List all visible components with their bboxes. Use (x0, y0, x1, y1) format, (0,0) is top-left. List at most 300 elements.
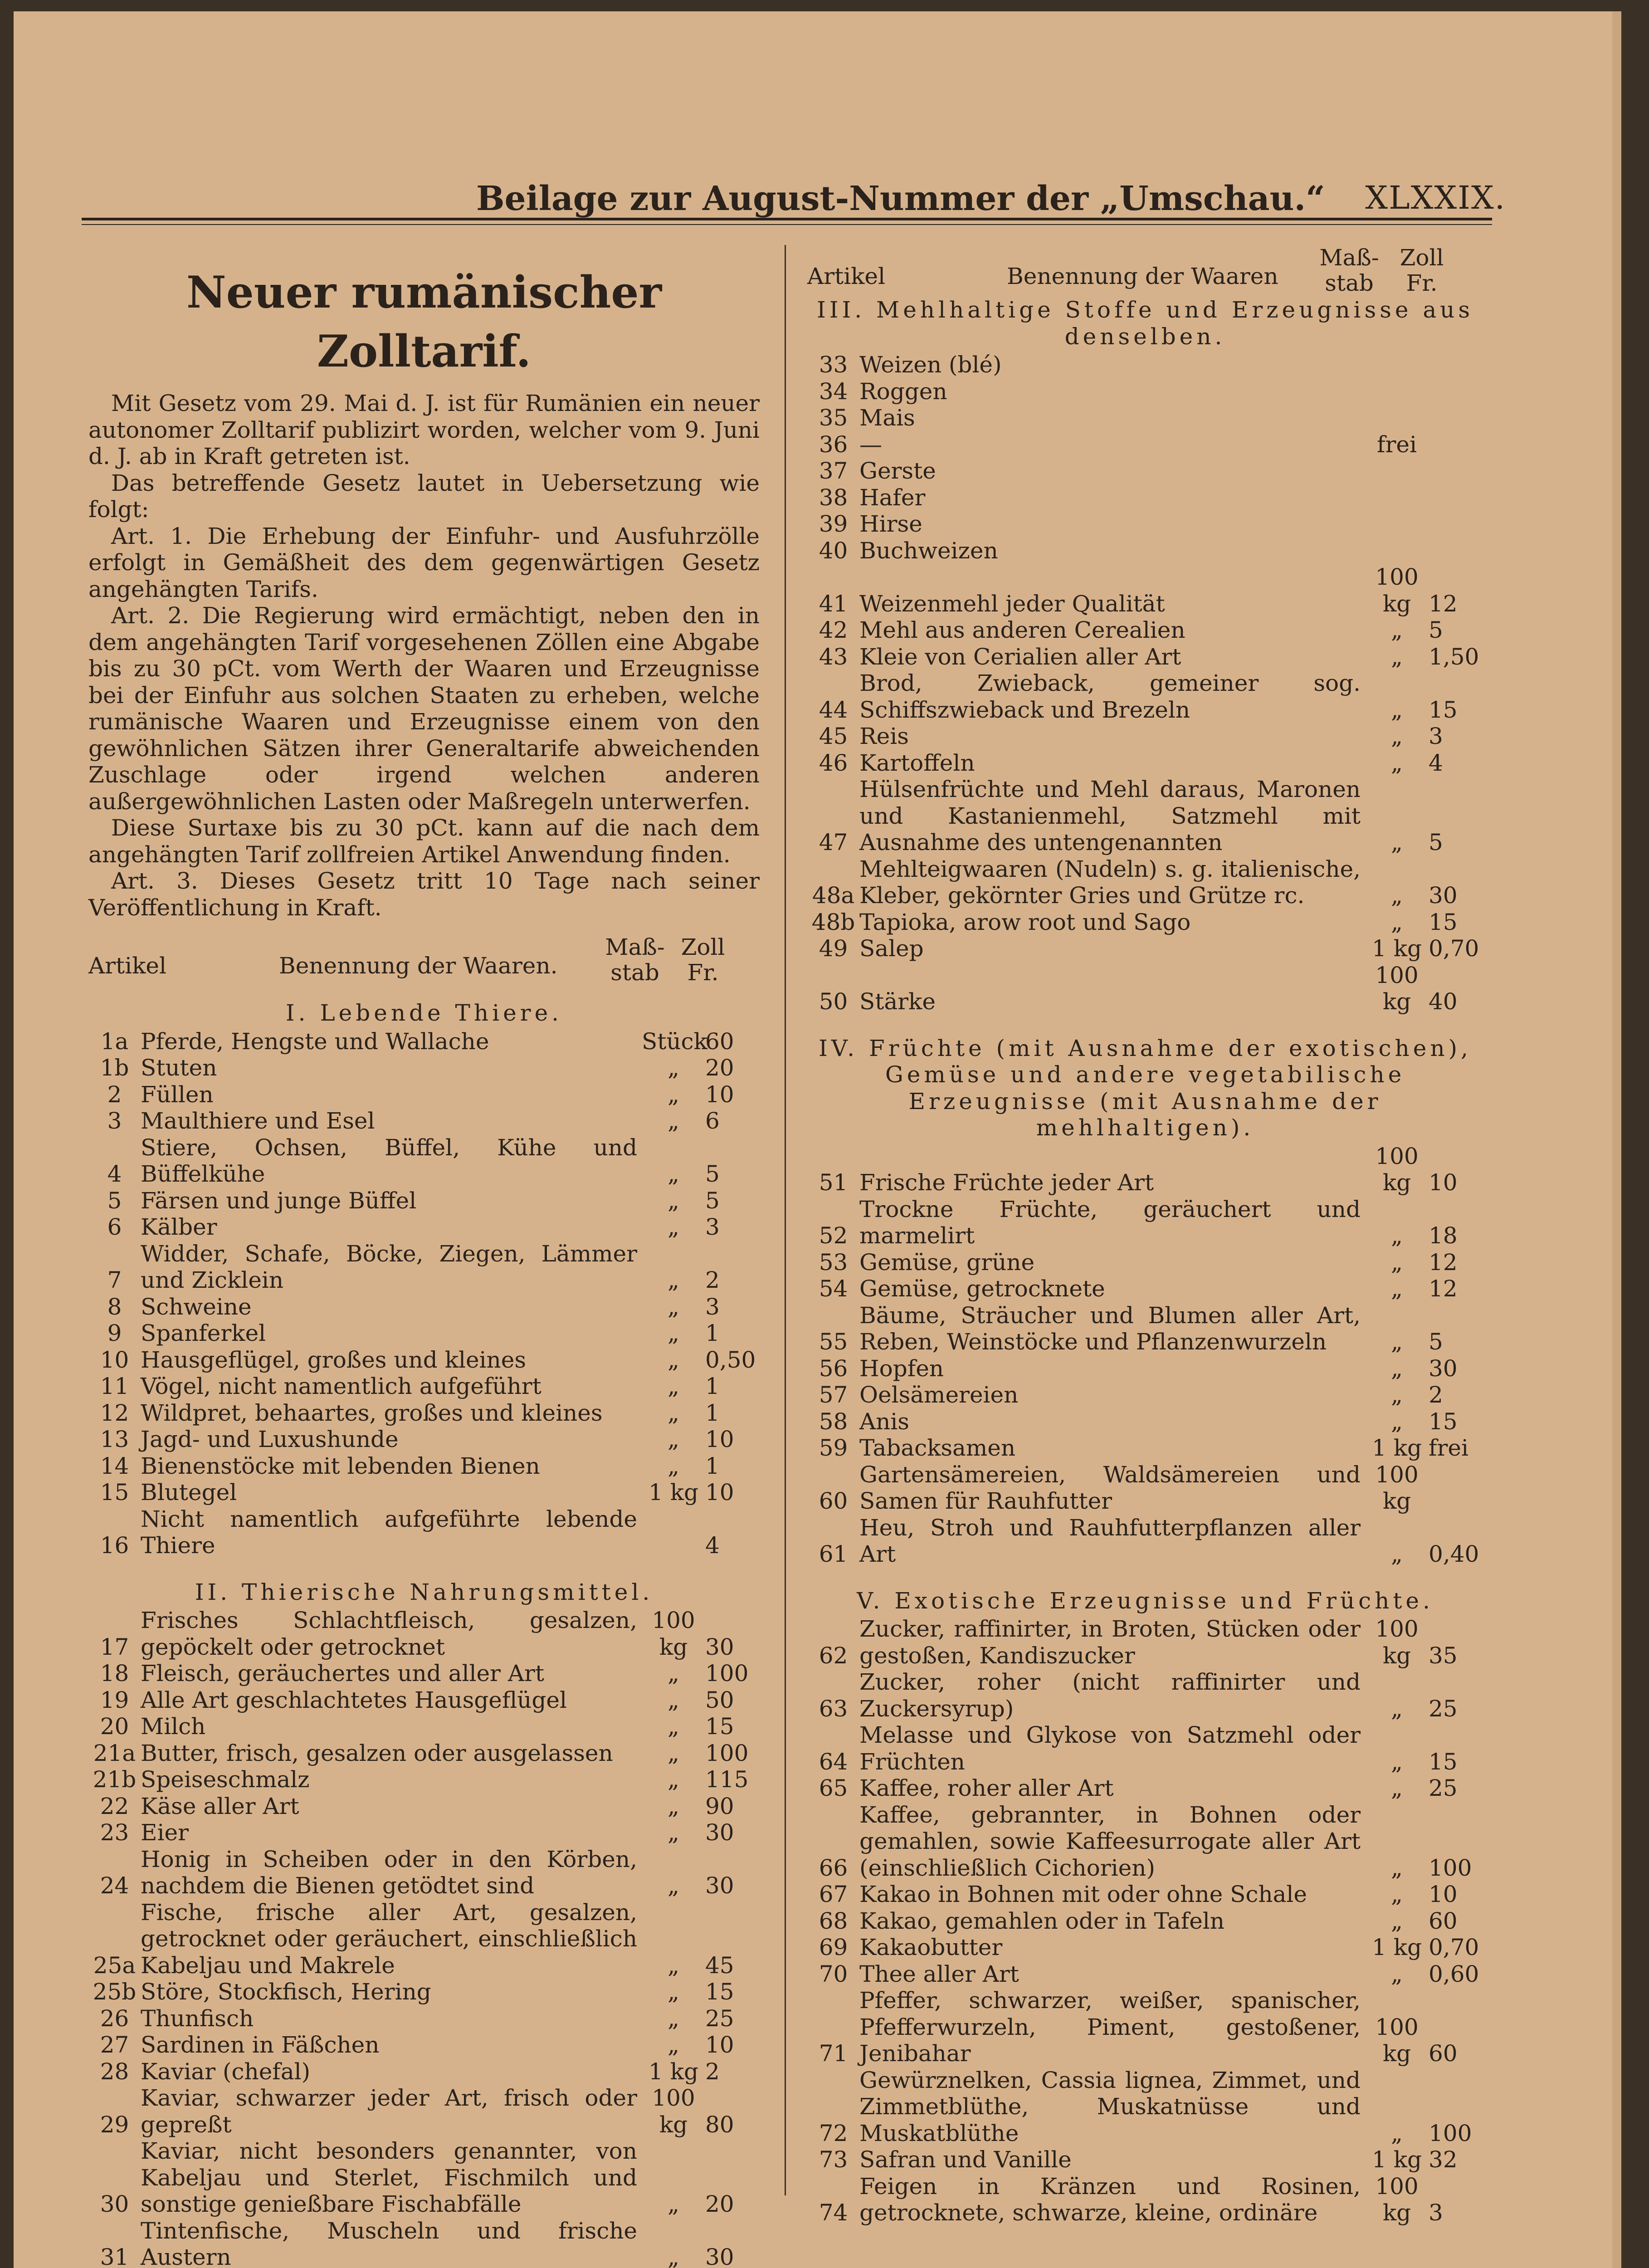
article-rate: 35 (1429, 1642, 1458, 1669)
article-name: Kaviar, nicht besonders genannter, von Kabeljau und Sterlet, Fischmilch und sonstige genießbare Fischabfälle (141, 2138, 637, 2217)
article-number: 54 (819, 1276, 848, 1302)
article-unit: 100 kg (1375, 1143, 1419, 1196)
article-rate: 10 (705, 1081, 734, 1108)
article-unit: „ (1391, 643, 1403, 670)
article-rate: 60 (1429, 2040, 1458, 2067)
article-unit: „ (668, 1426, 679, 1452)
article-name: Speiseschmalz (141, 1766, 310, 1793)
article-name: Mais (859, 405, 915, 431)
article-unit: „ (668, 1979, 679, 2005)
article-rate: 60 (705, 1028, 734, 1055)
article-unit: 1 kg (648, 1479, 698, 1505)
table-row (88, 1660, 760, 1687)
table-row (88, 1607, 760, 1660)
article-unit: „ (668, 1108, 679, 1134)
article-name: Sardinen in Fäßchen (141, 2032, 380, 2058)
article-unit: „ (668, 1187, 679, 1214)
article-rate: 100 (705, 1740, 749, 1766)
article-unit: „ (668, 1399, 679, 1426)
article-number: 60 (819, 1488, 848, 1514)
section-gap (807, 1568, 1483, 1586)
header-number: XLXXIX. (1365, 179, 1506, 216)
article-unit: „ (1391, 1249, 1403, 1276)
article-rate: 30 (705, 1819, 734, 1846)
header-benennung: Benennung der Waaren (1007, 263, 1278, 289)
article-number: 72 (819, 2120, 848, 2146)
article-unit: „ (1391, 749, 1403, 776)
article-name: Hopfen (859, 1355, 944, 1382)
article-rate: 25 (1429, 1695, 1458, 1722)
table-row (807, 776, 1483, 856)
article-unit: „ (668, 1081, 679, 1108)
table-row (88, 1081, 760, 1108)
article-name: Fleisch, geräuchertes und aller Art (141, 1660, 544, 1686)
article-unit: „ (668, 1793, 679, 1819)
table-row (88, 2218, 760, 2268)
article-rate: 90 (705, 1793, 734, 1819)
article-rate: 5 (705, 1161, 720, 1187)
article-unit: „ (668, 1320, 679, 1346)
article-unit: 1 kg (1371, 1435, 1422, 1461)
article-number: 44 (819, 696, 848, 723)
article-number: 3 (107, 1108, 122, 1134)
article-name: Schweine (141, 1293, 252, 1320)
table-row (807, 1961, 1483, 1988)
table-row (88, 1214, 760, 1241)
table-row (807, 723, 1483, 750)
article-number: 65 (819, 1775, 848, 1801)
section-title: IV. Früchte (mit Ausnahme der exotischen), Gemüse und andere vegetabilische Erzeugnisse (mit Ausnahme der mehlhaltigen). (819, 1035, 1472, 1141)
article-rate: 15 (705, 1713, 734, 1740)
article-unit: 1 kg (1371, 1934, 1422, 1960)
table-row (807, 564, 1483, 617)
article-unit: 100 kg (1375, 2173, 1419, 2226)
article-number: 53 (819, 1249, 848, 1276)
table-row (807, 644, 1483, 670)
article-rate: 1 (705, 1452, 720, 1479)
article-unit: „ (668, 1686, 679, 1713)
table-row (807, 670, 1483, 723)
article-unit: „ (668, 1293, 679, 1320)
section-title: I. Lebende Thiere. (285, 1000, 563, 1026)
article-name: Gartensämereien, Waldsämereien und Samen für Rauhfutter (859, 1461, 1361, 1514)
article-name: Tabacksamen (859, 1435, 1016, 1461)
article-unit: 100 kg (1375, 2014, 1419, 2067)
article-paragraph: Art. 3. Dieses Gesetz tritt 10 Tage nach seiner Veröffentlichung in Kraft. (88, 868, 760, 921)
article-name: — (859, 431, 882, 458)
article-unit: „ (668, 1713, 679, 1740)
table-row (807, 1461, 1483, 1515)
article-rate: 1 (705, 1399, 720, 1426)
article-number: 50 (819, 988, 848, 1015)
article-name: Butter, frisch, gesalzen oder ausgelassen (141, 1740, 613, 1766)
article-number: 1a (100, 1028, 129, 1055)
article-rate: 30 (705, 1872, 734, 1899)
article-number: 48a (812, 882, 855, 909)
table-row (807, 1775, 1483, 1802)
article-number: 71 (819, 2040, 848, 2067)
article-unit: „ (1391, 1329, 1403, 1355)
article-number: 21a (93, 1740, 136, 1766)
article-unit: „ (668, 1055, 679, 1081)
article-unit: „ (1391, 1695, 1403, 1722)
article-name: Anis (859, 1408, 909, 1435)
article-number: 58 (819, 1408, 848, 1435)
article-name: Kakao in Bohnen mit oder ohne Schale (859, 1881, 1307, 1907)
article-unit: „ (1391, 829, 1403, 855)
article-number: 12 (100, 1399, 129, 1426)
article-name: Störe, Stockfisch, Hering (141, 1979, 431, 2005)
table-row (88, 2058, 760, 2085)
section-gap (88, 1559, 760, 1577)
article-number: 2 (107, 1081, 122, 1108)
article-number: 55 (819, 1329, 848, 1355)
article-name: Stuten (141, 1055, 217, 1081)
article-number: 68 (819, 1907, 848, 1934)
article-rate: 1 (705, 1373, 720, 1399)
right-column (807, 245, 1483, 2226)
table-row (88, 1899, 760, 1979)
table-row (807, 1802, 1483, 1882)
table-row (807, 405, 1483, 431)
article-number: 20 (100, 1713, 129, 1740)
article-name: Bienenstöcke mit lebenden Bienen (141, 1452, 540, 1479)
article-name: Mehlteigwaaren (Nudeln) s. g. italienische, Kleber, gekörnter Gries und Grütze rc. (859, 855, 1361, 909)
article-number: 38 (819, 484, 848, 511)
article-unit: „ (668, 2005, 679, 2032)
article-rate: 5 (705, 1187, 720, 1214)
article-rate: 10 (1429, 1881, 1458, 1907)
article-unit: „ (668, 1214, 679, 1240)
article-rate: 10 (705, 1479, 734, 1505)
table-row (88, 2032, 760, 2058)
article-number: 66 (819, 1854, 848, 1881)
table-row (88, 1453, 760, 1480)
article-unit: „ (668, 1452, 679, 1479)
table-row (807, 1616, 1483, 1669)
article-name: Bäume, Sträucher und Blumen aller Art, Reben, Weinstöcke und Pflanzenwurzeln (859, 1302, 1361, 1355)
article-name: Buchweizen (859, 537, 998, 564)
article-unit: „ (668, 1952, 679, 1979)
table-header (88, 934, 760, 998)
article-number: 35 (819, 405, 848, 431)
article-name: Safran und Vanille (859, 2146, 1072, 2173)
article-number: 64 (819, 1748, 848, 1775)
left-tariff-table (88, 1000, 760, 2268)
header-massstab: Maß- stab (605, 934, 665, 986)
article-rate: 5 (1429, 617, 1443, 643)
article-name: Kaviar (chefal) (141, 2058, 311, 2085)
article-unit: „ (1391, 1276, 1403, 1302)
article-name: Kälber (141, 1214, 217, 1240)
article-number: 21b (93, 1766, 137, 1793)
article-number: 73 (819, 2146, 848, 2173)
table-row (88, 1793, 760, 1820)
article-name: Frisches Schlachtfleisch, gesalzen, gepöckelt oder getrocknet (141, 1607, 637, 1660)
header-rule (82, 218, 1492, 225)
article-number: 59 (819, 1435, 848, 1461)
table-row (807, 617, 1483, 644)
article-number: 56 (819, 1355, 848, 1382)
article-number: 10 (100, 1346, 129, 1373)
article-number: 4 (107, 1161, 122, 1187)
table-row (807, 2067, 1483, 2147)
article-name: Kartoffeln (859, 749, 975, 776)
article-number: 48b (811, 909, 855, 935)
article-number: 26 (100, 2005, 129, 2032)
article-rate: 10 (1429, 1169, 1458, 1196)
article-name: Reis (859, 723, 909, 749)
article-rate: 18 (1429, 1222, 1458, 1249)
article-rate: 30 (705, 2244, 734, 2268)
article-name: Füllen (141, 1081, 214, 1108)
article-number: 25a (93, 1952, 136, 1979)
article-number: 18 (100, 1660, 129, 1686)
article-unit: „ (1391, 723, 1403, 749)
article-rate: 5 (1429, 829, 1443, 855)
table-row (88, 1373, 760, 1400)
section-title: III. Mehlhaltige Stoffe und Erzeugnisse aus denselben. (816, 297, 1474, 350)
table-row (88, 1241, 760, 1294)
article-number: 28 (100, 2058, 129, 2085)
article-number: 40 (819, 537, 848, 564)
article-number: 5 (107, 1187, 122, 1214)
table-row (807, 431, 1483, 458)
table-row (807, 1515, 1483, 1568)
article-rate: 4 (1429, 749, 1443, 776)
article-number: 13 (100, 1426, 129, 1452)
article-unit: „ (1391, 1222, 1403, 1249)
header-massstab: Maß- stab (1319, 244, 1379, 296)
article-name: Kaviar, schwarzer jeder Art, frisch oder gepreßt (141, 2085, 637, 2138)
article-name: Melasse und Glykose von Satzmehl oder Früchten (859, 1722, 1361, 1775)
article-name: Wildpret, behaartes, großes und kleines (141, 1399, 603, 1426)
table-row (807, 352, 1483, 378)
right-tariff-table (807, 297, 1483, 2226)
article-name: Alle Art geschlachtetes Hausgeflügel (141, 1686, 567, 1713)
article-rate: 15 (705, 1979, 734, 2005)
article-name: Stärke (859, 988, 936, 1015)
article-unit: 100 kg (652, 1607, 695, 1660)
table-row (88, 1819, 760, 1846)
article-number: 16 (100, 1532, 129, 1559)
article-unit: „ (668, 1161, 679, 1187)
article-name: Fische, frische aller Art, gesalzen, getrocknet oder geräuchert, einschließlich Kabeljau und Makrele (141, 1899, 637, 1979)
article-unit: „ (1391, 696, 1403, 723)
article-rate: 2 (1429, 1382, 1443, 1408)
table-row (88, 1766, 760, 1793)
table-row (88, 1426, 760, 1453)
table-row (88, 1506, 760, 1559)
article-unit: „ (1391, 1408, 1403, 1435)
article-name: Hülsenfrüchte und Mehl daraus, Maronen und Kastanienmehl, Satzmehl mit Ausnahme des untengenannten (859, 776, 1361, 855)
article-rate: 2 (705, 2058, 720, 2085)
article-number: 47 (819, 829, 848, 855)
table-row (807, 1276, 1483, 1302)
table-row (88, 2005, 760, 2032)
article-name: Weizenmehl jeder Qualität (859, 590, 1165, 617)
table-row (807, 1722, 1483, 1775)
section-title: II. Thierische Nahrungsmittel. (195, 1579, 654, 1605)
article-name: Kakaobutter (859, 1934, 1003, 1960)
article-name: Maulthiere und Esel (141, 1108, 375, 1134)
article-name: Hirse (859, 511, 922, 537)
article-rate: 30 (1429, 1355, 1458, 1382)
article-unit: „ (1391, 1541, 1403, 1567)
article-name: Spanferkel (141, 1320, 266, 1346)
table-row (807, 935, 1483, 962)
article-number: 6 (107, 1214, 122, 1240)
article-number: 17 (100, 1633, 129, 1660)
article-unit: „ (1391, 1748, 1403, 1775)
table-row (807, 2146, 1483, 2173)
article-rate: 20 (705, 1055, 734, 1081)
article-unit: „ (668, 1373, 679, 1399)
article-unit: „ (668, 1872, 679, 1899)
article-rate: 20 (705, 2191, 734, 2217)
article-unit: „ (1391, 882, 1403, 909)
article-name: Vögel, nicht namentlich aufgeführt (141, 1373, 542, 1399)
article-rate: 30 (1429, 882, 1458, 909)
article-unit: „ (668, 2032, 679, 2058)
header-title: Beilage zur August-Nummer der „Umschau.“ (476, 179, 1325, 218)
table-row (807, 1196, 1483, 1249)
table-row (807, 1302, 1483, 1355)
article-name: Widder, Schafe, Böcke, Ziegen, Lämmer und Zicklein (141, 1240, 637, 1293)
table-row (807, 1249, 1483, 1276)
table-row (88, 1320, 760, 1347)
article-rate: 15 (1429, 1748, 1458, 1775)
article-rate: 12 (1429, 1276, 1458, 1302)
article-name: Pferde, Hengste und Wallache (141, 1028, 489, 1055)
article-name: Kleie von Cerialien aller Art (859, 643, 1181, 670)
article-rate: 0,60 (1429, 1960, 1479, 1987)
table-row (807, 2173, 1483, 2226)
article-unit: „ (668, 1660, 679, 1686)
article-name: Kakao, gemahlen oder in Tafeln (859, 1907, 1225, 1934)
table-row (88, 2085, 760, 2138)
article-number: 34 (819, 378, 848, 405)
table-row (807, 378, 1483, 405)
article-name: Feigen in Kränzen und Rosinen, getrocknete, schwarze, kleine, ordinäre (859, 2173, 1361, 2226)
article-rate: 0,50 (705, 1346, 756, 1373)
article-number: 23 (100, 1819, 129, 1846)
article-unit: 1 kg (648, 2058, 698, 2085)
article-name: Frische Früchte jeder Art (859, 1169, 1154, 1196)
article-rate: 6 (705, 1108, 720, 1134)
article-number: 27 (100, 2032, 129, 2058)
table-row (807, 856, 1483, 909)
header-zoll: Zoll Fr. (681, 934, 725, 986)
table-row (807, 538, 1483, 564)
article-name: Zucker, raffinirter, in Broten, Stücken oder gestoßen, Kandiszucker (859, 1616, 1361, 1669)
section-title: V. Exotische Erzeugnisse und Früchte. (857, 1587, 1434, 1614)
article-number: 9 (107, 1320, 122, 1346)
article-number: 49 (819, 935, 848, 962)
page-header (95, 170, 1506, 225)
header-benennung: Benennung der Waaren. (279, 953, 558, 979)
article-unit: 1 kg (1371, 935, 1422, 962)
article-rate: 100 (705, 1660, 749, 1686)
article-rate: 15 (1429, 909, 1458, 935)
article-number: 62 (819, 1642, 848, 1669)
article-name: Thee aller Art (859, 1960, 1019, 1987)
table-row (88, 1846, 760, 1899)
article-name: Milch (141, 1713, 206, 1740)
article-name: Thunfisch (141, 2005, 254, 2032)
article-rate: 100 (1429, 1854, 1472, 1881)
table-row (88, 1979, 760, 2005)
article-name: Blutegel (141, 1479, 237, 1505)
article-number: 14 (100, 1452, 129, 1479)
article-number: 63 (819, 1695, 848, 1722)
article-number: 46 (819, 749, 848, 776)
article-number: 29 (100, 2111, 129, 2138)
table-row (807, 484, 1483, 511)
article-number: 37 (819, 458, 848, 484)
article-rate: 60 (1429, 1907, 1458, 1934)
article-number: 15 (100, 1479, 129, 1505)
article-number: 36 (819, 431, 848, 458)
article-unit: 100 kg (1375, 1616, 1419, 1669)
article-number: 52 (819, 1222, 848, 1249)
article-rate: frei (1429, 1435, 1468, 1461)
article-title: Neuer rumänischer Zolltarif. (186, 267, 662, 377)
article-number: 30 (100, 2191, 129, 2217)
table-row (88, 1479, 760, 1506)
table-row (807, 1408, 1483, 1435)
article-unit: „ (1391, 1382, 1403, 1408)
table-row (88, 2138, 760, 2218)
article-name: Hausgeflügel, großes und kleines (141, 1346, 526, 1373)
table-row (807, 1355, 1483, 1382)
article-name: Trockne Früchte, geräuchert und marmelirt (859, 1196, 1361, 1249)
article-number: 1b (100, 1055, 129, 1081)
article-number: 24 (100, 1872, 129, 1899)
article-rate: 12 (1429, 590, 1458, 617)
table-row (807, 1908, 1483, 1935)
article-unit: „ (1391, 1775, 1403, 1801)
article-rate: 10 (705, 1426, 734, 1452)
article-unit: „ (1391, 1907, 1403, 1934)
table-row (88, 1400, 760, 1427)
table-row (88, 1108, 760, 1134)
article-number: 33 (819, 352, 848, 378)
article-unit: „ (668, 1740, 679, 1766)
article-number: 45 (819, 723, 848, 749)
article-name: Hafer (859, 484, 926, 511)
table-row (807, 1669, 1483, 1722)
article-number: 74 (819, 2200, 848, 2226)
article-number: 8 (107, 1293, 122, 1320)
table-row (807, 458, 1483, 484)
article-name: Roggen (859, 378, 947, 405)
article-name: Gemüse, grüne (859, 1249, 1035, 1276)
article-number: 43 (819, 643, 848, 670)
article-rate: 3 (1429, 723, 1443, 749)
article-rate: 3 (705, 1293, 720, 1320)
article-number: 7 (107, 1267, 122, 1293)
article-rate: 40 (1429, 988, 1458, 1015)
article-number: 11 (100, 1373, 129, 1399)
article-unit: „ (668, 1267, 679, 1293)
article-number: 70 (819, 1960, 848, 1987)
article-rate: 3 (705, 1214, 720, 1240)
table-row (807, 1881, 1483, 1908)
article-unit: Stück (642, 1028, 707, 1055)
article-unit: „ (668, 1346, 679, 1373)
article-rate: 0,70 (1429, 935, 1479, 962)
